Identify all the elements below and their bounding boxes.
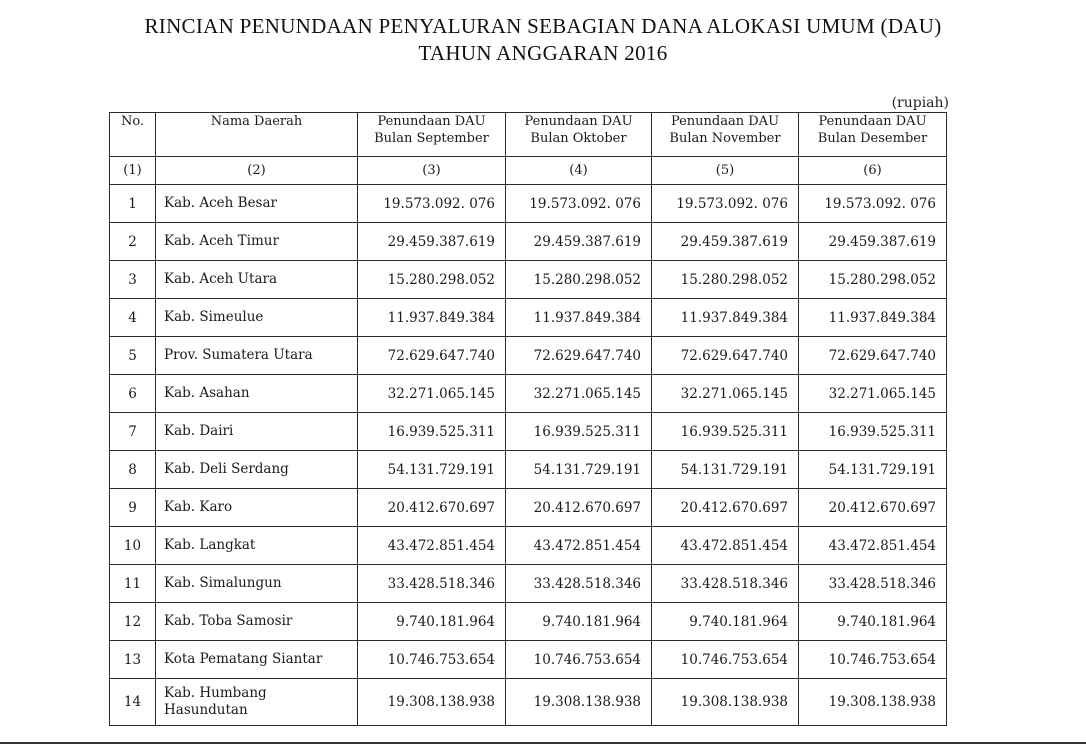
deferral-amount-cell: 16.939.525.311: [652, 413, 799, 451]
deferral-amount-cell: 11.937.849.384: [358, 299, 506, 337]
table-header-row: [110, 113, 947, 157]
cell-text-line: No.: [120, 114, 145, 129]
cell-text-line: Kab. Karo: [164, 499, 233, 515]
deferral-amount-cell: 32.271.065.145: [506, 375, 652, 413]
deferral-amount-cell: 11.937.849.384: [799, 299, 947, 337]
table-row: [110, 375, 947, 413]
row-number-cell: 12: [110, 603, 156, 641]
cell-text-line: Penundaan DAU: [524, 114, 633, 129]
cell-text-line: Kota Pematang Siantar: [164, 651, 323, 667]
document-title: RINCIAN PENUNDAAN PENYALURAN SEBAGIAN DANA ALOKASI UMUM (DAU): [144, 14, 942, 38]
row-number-cell: 4: [110, 299, 156, 337]
table-row: [110, 261, 947, 299]
cell-text-line: Bulan September: [374, 131, 489, 146]
column-header: [156, 113, 358, 157]
cell-text-line: Kab. Dairi: [164, 423, 234, 439]
table-row: [110, 603, 947, 641]
deferral-amount-cell: 20.412.670.697: [652, 489, 799, 527]
table-row: [110, 489, 947, 527]
deferral-amount-cell: 19.573.092. 076: [506, 185, 652, 223]
deferral-amount-cell: 9.740.181.964: [506, 603, 652, 641]
deferral-amount-cell: 72.629.647.740: [799, 337, 947, 375]
row-number-cell: 6: [110, 375, 156, 413]
deferral-amount-cell: 29.459.387.619: [506, 223, 652, 261]
table-row: [110, 337, 947, 375]
deferral-amount-cell: 20.412.670.697: [358, 489, 506, 527]
region-name-cell: [156, 261, 358, 299]
cell-text-line: Penundaan DAU: [818, 114, 927, 129]
row-number-cell: 14: [110, 679, 156, 726]
page-bottom-rule: [0, 742, 1086, 744]
deferral-amount-cell: 15.280.298.052: [652, 261, 799, 299]
table-row: [110, 223, 947, 261]
table-row: [110, 565, 947, 603]
deferral-amount-cell: 20.412.670.697: [506, 489, 652, 527]
row-number-cell: 2: [110, 223, 156, 261]
table-body: [110, 185, 947, 726]
deferral-amount-cell: 10.746.753.654: [799, 641, 947, 679]
table-row: [110, 641, 947, 679]
deferral-amount-cell: 15.280.298.052: [799, 261, 947, 299]
cell-text-line: Hasundutan: [164, 702, 248, 718]
cell-text-line: Kab. Simalungun: [164, 575, 282, 591]
deferral-amount-cell: 19.308.138.938: [652, 679, 799, 726]
deferral-amount-cell: 33.428.518.346: [506, 565, 652, 603]
deferral-amount-cell: 29.459.387.619: [652, 223, 799, 261]
deferral-amount-cell: 33.428.518.346: [358, 565, 506, 603]
column-index-cell: (3): [358, 157, 506, 185]
deferral-amount-cell: 10.746.753.654: [358, 641, 506, 679]
table-row: [110, 185, 947, 223]
region-name-cell: [156, 185, 358, 223]
deferral-amount-cell: 16.939.525.311: [358, 413, 506, 451]
region-name-cell: [156, 603, 358, 641]
row-number-cell: 1: [110, 185, 156, 223]
deferral-amount-cell: 54.131.729.191: [358, 451, 506, 489]
cell-text-line: Kab. Simeulue: [164, 309, 264, 325]
deferral-amount-cell: 72.629.647.740: [506, 337, 652, 375]
dau-deferral-table: [109, 112, 947, 726]
table-row: [110, 527, 947, 565]
deferral-amount-cell: 32.271.065.145: [358, 375, 506, 413]
table-row: [110, 413, 947, 451]
deferral-amount-cell: 19.308.138.938: [799, 679, 947, 726]
deferral-amount-cell: 9.740.181.964: [652, 603, 799, 641]
cell-text-line: Kab. Langkat: [164, 537, 256, 553]
cell-text-line: Kab. Aceh Utara: [164, 271, 277, 287]
column-index-cell: (6): [799, 157, 947, 185]
region-name-cell: [156, 679, 358, 726]
region-name-cell: [156, 451, 358, 489]
deferral-amount-cell: 16.939.525.311: [506, 413, 652, 451]
deferral-amount-cell: 29.459.387.619: [799, 223, 947, 261]
cell-text-line: Kab. Aceh Besar: [164, 195, 277, 211]
cell-text-line: Bulan Desember: [817, 131, 928, 146]
region-name-cell: [156, 223, 358, 261]
deferral-amount-cell: 72.629.647.740: [358, 337, 506, 375]
deferral-amount-cell: 20.412.670.697: [799, 489, 947, 527]
row-number-cell: 13: [110, 641, 156, 679]
deferral-amount-cell: 43.472.851.454: [358, 527, 506, 565]
region-name-cell: [156, 527, 358, 565]
column-index-cell: (2): [156, 157, 358, 185]
deferral-amount-cell: 33.428.518.346: [652, 565, 799, 603]
deferral-amount-cell: 32.271.065.145: [652, 375, 799, 413]
region-name-cell: [156, 641, 358, 679]
deferral-amount-cell: 54.131.729.191: [652, 451, 799, 489]
cell-text-line: Kab. Asahan: [164, 385, 250, 401]
cell-text-line: Kab. Toba Samosir: [164, 613, 293, 629]
region-name-cell: [156, 489, 358, 527]
table-row: [110, 451, 947, 489]
document-subtitle: TAHUN ANGGARAN 2016: [418, 41, 668, 65]
deferral-amount-cell: 11.937.849.384: [506, 299, 652, 337]
row-number-cell: 9: [110, 489, 156, 527]
deferral-amount-cell: 43.472.851.454: [506, 527, 652, 565]
deferral-amount-cell: 29.459.387.619: [358, 223, 506, 261]
cell-text-line: Penundaan DAU: [670, 114, 780, 129]
region-name-cell: [156, 299, 358, 337]
deferral-amount-cell: 9.740.181.964: [799, 603, 947, 641]
deferral-amount-cell: 11.937.849.384: [652, 299, 799, 337]
deferral-amount-cell: 54.131.729.191: [506, 451, 652, 489]
region-name-cell: [156, 337, 358, 375]
deferral-amount-cell: 54.131.729.191: [799, 451, 947, 489]
cell-text-line: Kab. Humbang: [164, 685, 267, 701]
cell-text-line: Bulan November: [669, 131, 781, 146]
row-number-cell: 10: [110, 527, 156, 565]
cell-text-line: Nama Daerah: [210, 114, 303, 129]
column-header: [799, 113, 947, 157]
column-index-row: [110, 157, 947, 185]
deferral-amount-cell: 32.271.065.145: [799, 375, 947, 413]
deferral-amount-cell: 16.939.525.311: [799, 413, 947, 451]
column-header: [652, 113, 799, 157]
table-row: [110, 679, 947, 726]
deferral-amount-cell: 43.472.851.454: [799, 527, 947, 565]
row-number-cell: 7: [110, 413, 156, 451]
row-number-cell: 11: [110, 565, 156, 603]
region-name-cell: [156, 565, 358, 603]
row-number-cell: 3: [110, 261, 156, 299]
region-name-cell: [156, 413, 358, 451]
cell-text-line: Kab. Deli Serdang: [164, 461, 289, 477]
column-index-cell: (5): [652, 157, 799, 185]
deferral-amount-cell: 19.573.092. 076: [652, 185, 799, 223]
deferral-amount-cell: 10.746.753.654: [506, 641, 652, 679]
deferral-amount-cell: 15.280.298.052: [358, 261, 506, 299]
table-row: [110, 299, 947, 337]
cell-text-line: Penundaan DAU: [377, 114, 486, 129]
deferral-amount-cell: 19.573.092. 076: [799, 185, 947, 223]
deferral-amount-cell: 19.573.092. 076: [358, 185, 506, 223]
column-header: [358, 113, 506, 157]
region-name-cell: [156, 375, 358, 413]
deferral-amount-cell: 43.472.851.454: [652, 527, 799, 565]
cell-text-line: Kab. Aceh Timur: [164, 233, 279, 249]
deferral-amount-cell: 10.746.753.654: [652, 641, 799, 679]
column-index-cell: (1): [110, 157, 156, 185]
column-index-cell: (4): [506, 157, 652, 185]
deferral-amount-cell: 72.629.647.740: [652, 337, 799, 375]
row-number-cell: 5: [110, 337, 156, 375]
deferral-amount-cell: 33.428.518.346: [799, 565, 947, 603]
deferral-amount-cell: 9.740.181.964: [358, 603, 506, 641]
currency-unit-label: (rupiah): [891, 95, 949, 111]
column-header: [110, 113, 156, 157]
cell-text-line: Prov. Sumatera Utara: [164, 347, 313, 363]
row-number-cell: 8: [110, 451, 156, 489]
deferral-amount-cell: 19.308.138.938: [358, 679, 506, 726]
column-header: [506, 113, 652, 157]
deferral-amount-cell: 19.308.138.938: [506, 679, 652, 726]
cell-text-line: Bulan Oktober: [530, 131, 627, 146]
deferral-amount-cell: 15.280.298.052: [506, 261, 652, 299]
